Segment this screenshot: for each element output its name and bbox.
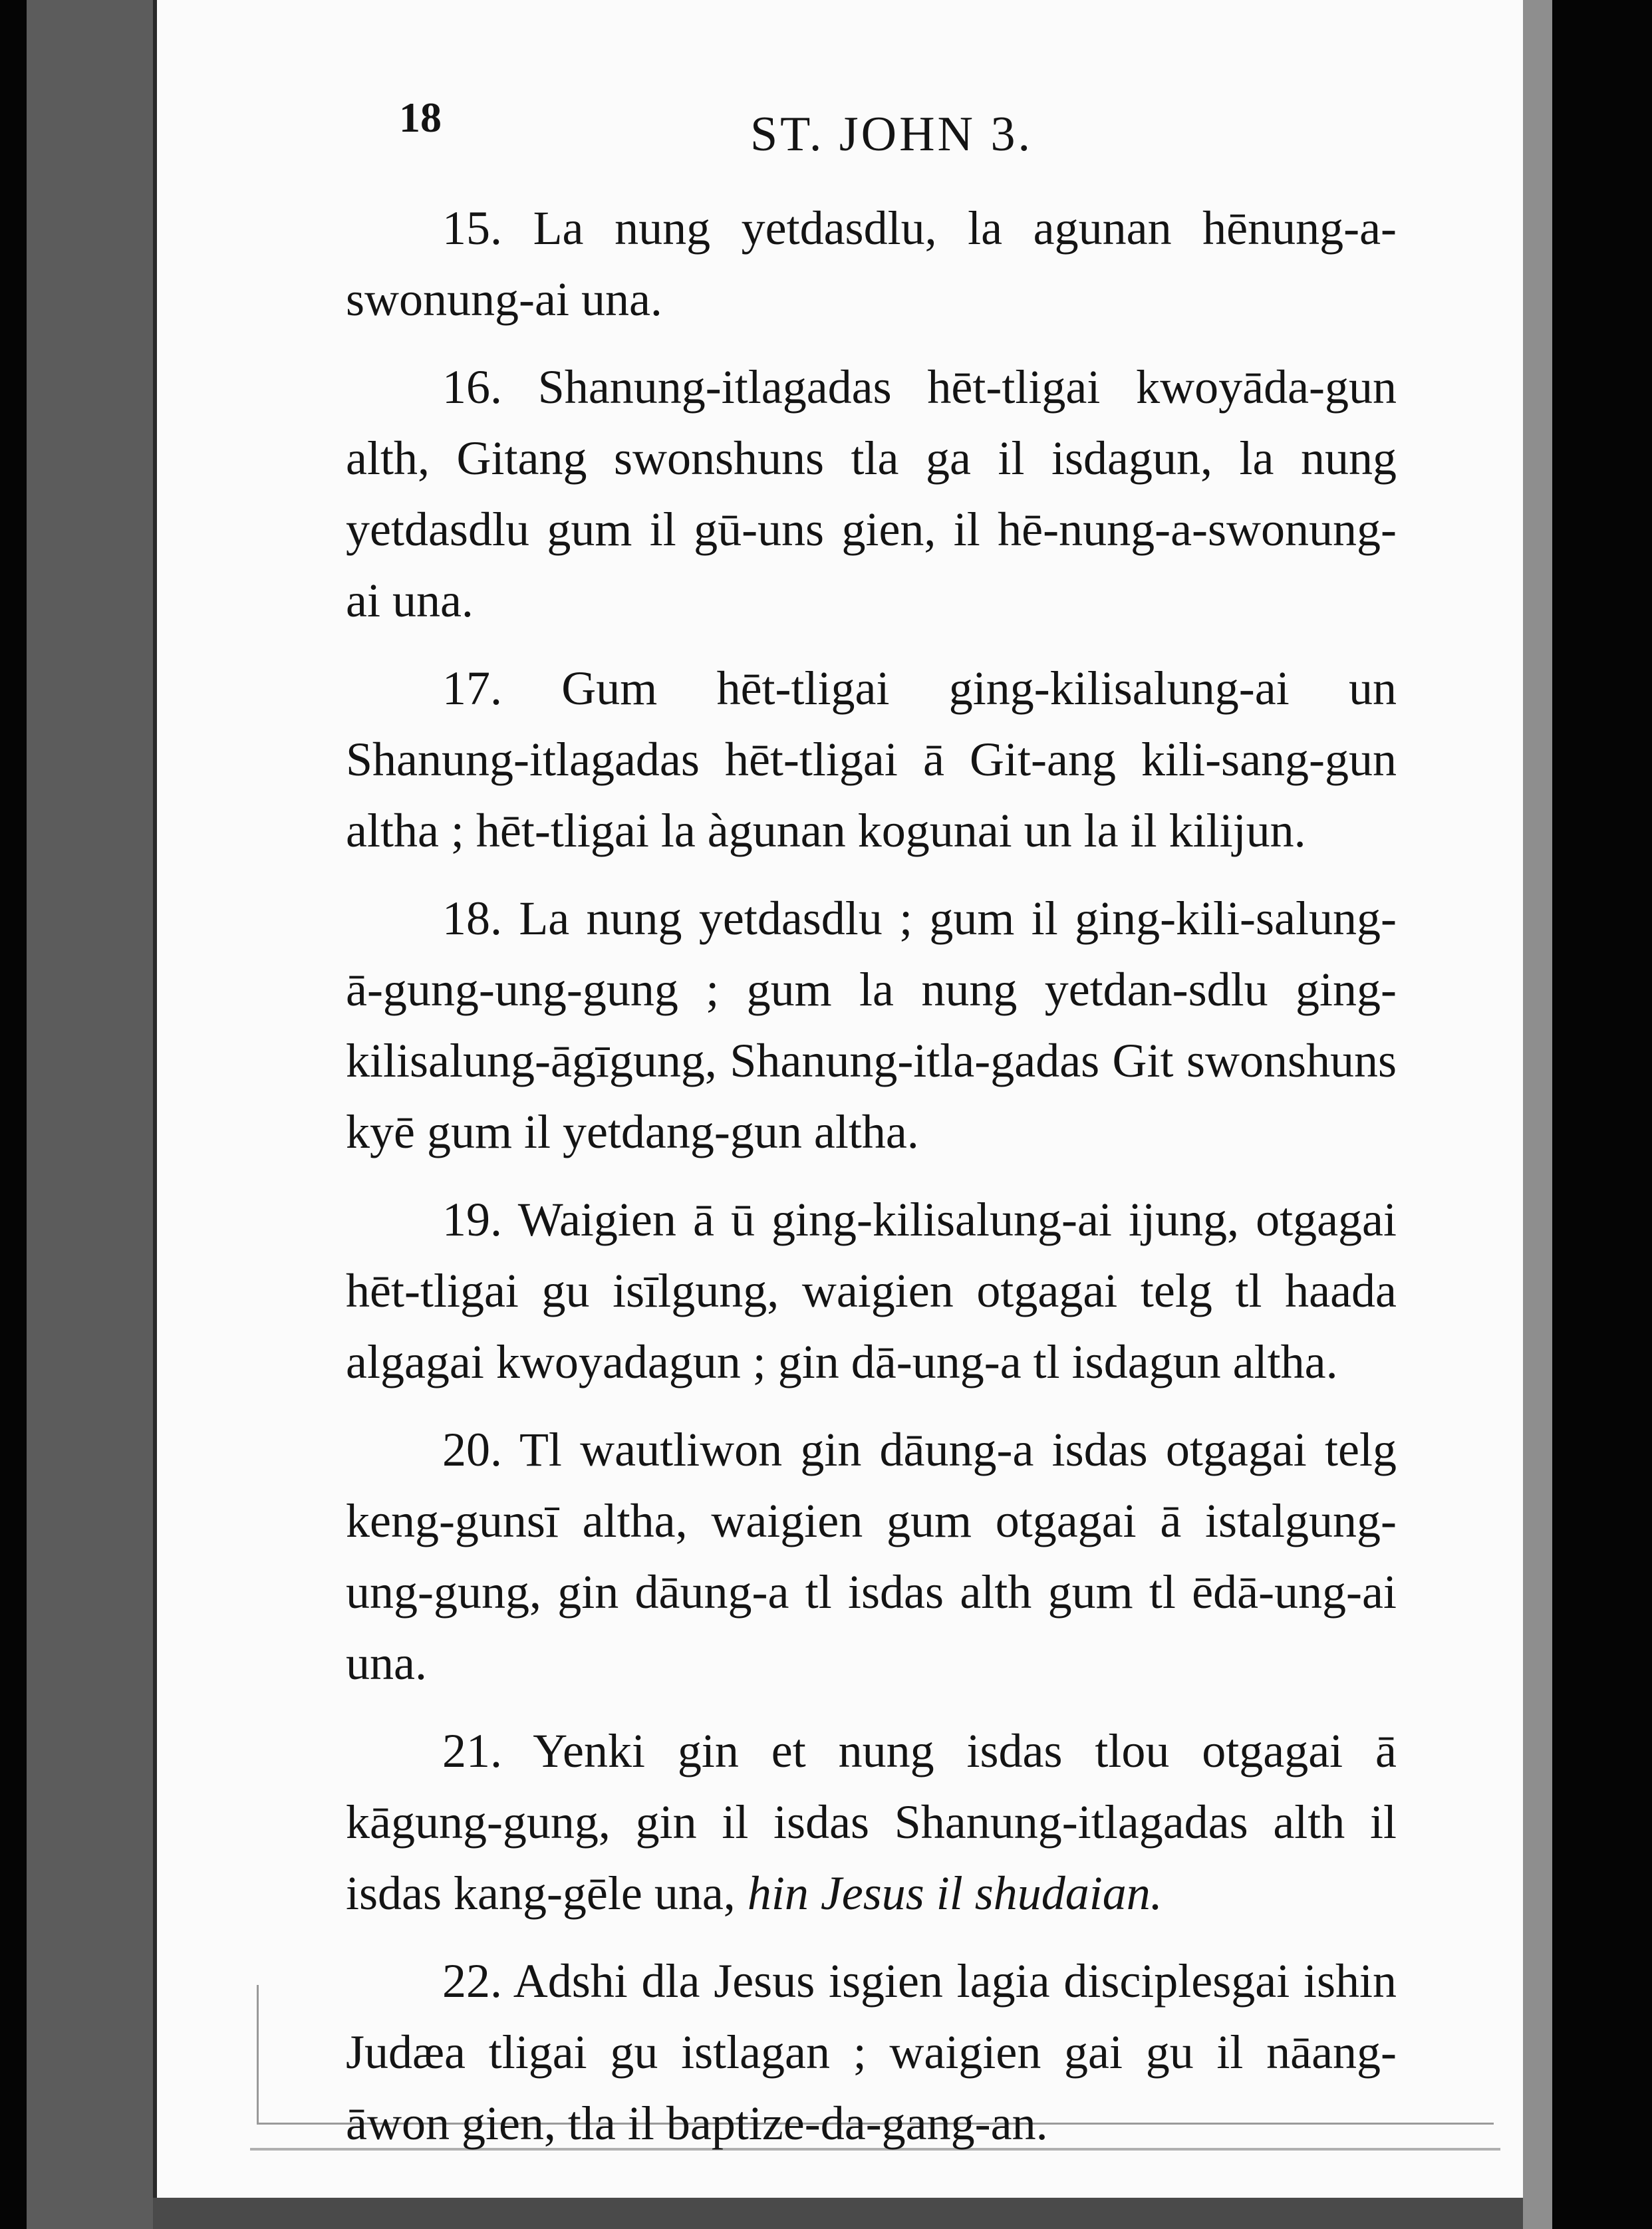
verse-number: 22. [442, 1954, 502, 2008]
verse-text: Gum hēt-tligai ging-kilisalung-ai un Shanung-itlagadas hēt-tligai ā Git-ang kili-sang-gun altha ; hēt-tligai la àgunan kogunai un la il kilijun. [346, 662, 1397, 857]
verse-18 [346, 883, 1397, 1168]
verse-number: 19. [442, 1193, 502, 1246]
verse-21 [346, 1716, 1397, 1929]
verse-text: Adshi dla Jesus isgien lagia disciplesgai ishin Judæa tligai gu istlagan ; waigien gai gu il nāang-āwon gien, tla il baptize-da-gang-an. [346, 1954, 1397, 2150]
verse-text: La nung yetdasdlu ; gum il ging-kili-salung-ā-gung-ung-gung ; gum la nung yetdan-sdlu ging-kilisalung-āgīgung, Shanung-itla-gadas Git swonshuns kyē gum il yetdang-gun altha. [346, 892, 1397, 1158]
verse-16 [346, 352, 1397, 636]
verse-number: 21. [442, 1724, 502, 1777]
running-title: ST. JOHN 3. [750, 107, 1033, 162]
verse-22 [346, 1946, 1397, 2159]
verse-15 [346, 193, 1397, 335]
running-head [0, 86, 1652, 162]
scan-margin-right [1523, 0, 1552, 2229]
page-number: 18 [399, 94, 442, 141]
verse-19 [346, 1184, 1397, 1398]
scan-border-left [0, 0, 27, 2229]
verse-number: 16. [442, 360, 502, 414]
verse-text: Shanung-itlagadas hēt-tligai kwoyāda-gun alth, Gitang swonshuns tla ga il isdagun, la nung yetdasdlu gum il gū-uns gien, il hē-nung-a-swonung-ai una. [346, 360, 1397, 627]
verse-text: Tl wautliwon gin dāung-a isdas otgagai telg keng-gunsī altha, waigien gum otgagai ā istalgung-ung-gung, gin dāung-a tl isdas alth gum tl ēdā-ung-ai una. [346, 1423, 1397, 1690]
scan-margin-left [27, 0, 153, 2229]
verse-17 [346, 653, 1397, 866]
verse-number: 18. [442, 892, 502, 945]
verse-italic-note: hin Jesus il shudaian. [747, 1867, 1163, 1920]
verse-text: La nung yetdasdlu, la agunan hēnung-a-swonung-ai una. [346, 201, 1397, 326]
scan-border-bottom [153, 2198, 1523, 2229]
verse-text: Yenki gin et nung isdas tlou otgagai ā kāgung-gung, gin il isdas Shanung-itlagadas alth il isdas kang-gēle una, [346, 1724, 1397, 1920]
verse-text: Waigien ā ū ging-kilisalung-ai ijung, otgagai hēt-tligai gu isīlgung, waigien otgagai telg tl haada algagai kwoyadagun ; gin dā-ung-a tl isdagun altha. [346, 1193, 1397, 1388]
verse-20 [346, 1414, 1397, 1699]
scan-border-right [1552, 0, 1652, 2229]
verse-number: 17. [442, 662, 502, 715]
verse-number: 20. [442, 1423, 502, 1476]
verse-number: 15. [442, 201, 502, 255]
verse-text-block [346, 193, 1397, 2176]
